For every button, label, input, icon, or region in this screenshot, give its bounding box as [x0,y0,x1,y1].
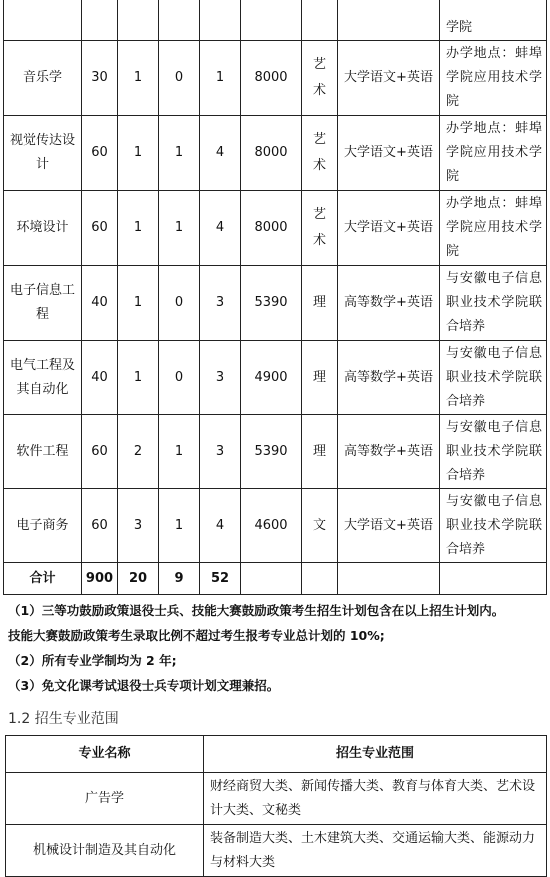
table-cell [241,0,302,41]
count-cell: 1 [118,41,159,116]
subject-char: 艺 [312,207,326,222]
enrollment-plan-table [3,0,547,595]
count-cell: 1 [200,41,241,116]
table-row [4,41,547,116]
count-cell: 3 [200,266,241,341]
subject-char: 艺 [312,132,326,147]
plan-cell: 40 [82,341,118,415]
subject-cell [302,116,338,191]
subject-cell [302,266,338,341]
note-line: 技能大赛鼓励政策考生录取比例不超过考生报考专业总计划的 10%; [8,628,385,643]
subject-char: 理 [312,295,326,310]
scope-cell: 装备制造大类、土木建筑大类、交通运输大类、能源动力与材料大类 [204,825,547,877]
major-cell: 音乐学 [4,41,82,116]
notes-block [8,598,546,698]
note-line: （3）免文化课考试退役士兵专项计划文理兼招。 [8,678,280,693]
subject-cell [302,191,338,266]
count-cell: 3 [118,489,159,563]
subject-char: 理 [312,369,326,385]
subject-cell [302,41,338,116]
count-cell: 3 [200,341,241,415]
exam-cell: 大学语文+英语 [338,191,440,266]
fee-cell: 4600 [241,489,302,563]
major-cell: 环境设计 [4,191,82,266]
plan-cell: 40 [82,266,118,341]
total-cell: 52 [200,563,241,595]
note-cell: 与安徽电子信息职业技术学院联合培养 [440,415,547,489]
note-cell: 与安徽电子信息职业技术学院联合培养 [440,266,547,341]
subject-cell [302,489,338,563]
table-cell [200,0,241,41]
total-cell: 900 [82,563,118,595]
count-cell: 4 [200,191,241,266]
count-cell: 1 [159,116,200,191]
count-cell: 1 [159,415,200,489]
table-row [4,489,547,563]
total-row [4,563,547,595]
fee-cell: 8000 [241,116,302,191]
exam-cell: 大学语文+英语 [338,489,440,563]
table-cell [4,0,82,41]
count-cell: 1 [118,341,159,415]
fee-cell: 4900 [241,341,302,415]
note-cell: 办学地点：蚌埠学院应用技术学院 [440,191,547,266]
exam-cell: 高等数学+英语 [338,415,440,489]
major-cell: 电子商务 [4,489,82,563]
subject-char: 艺 [312,57,326,72]
table-row [4,341,547,415]
count-cell: 0 [159,266,200,341]
table-cell [241,563,302,595]
total-cell: 9 [159,563,200,595]
major-cell: 视觉传达设计 [4,116,82,191]
exam-cell: 大学语文+英语 [338,116,440,191]
section-title: 1.2 招生专业范围 [8,711,119,727]
table-cell [338,563,440,595]
table-cell [302,0,338,41]
fee-cell: 8000 [241,191,302,266]
plan-cell: 60 [82,489,118,563]
subject-cell [302,341,338,415]
plan-cell: 60 [82,191,118,266]
fee-cell: 5390 [241,266,302,341]
count-cell: 0 [159,41,200,116]
count-cell: 1 [118,191,159,266]
subject-char: 术 [312,83,326,98]
note-cell: 学院 [440,0,547,41]
exam-cell: 高等数学+英语 [338,266,440,341]
subject-cell [302,415,338,489]
subject-char: 术 [312,233,326,248]
major-cell: 机械设计制造及其自动化 [6,825,204,877]
fee-cell: 8000 [241,41,302,116]
fee-cell: 5390 [241,415,302,489]
table-cell [302,563,338,595]
note-cell: 与安徽电子信息职业技术学院联合培养 [440,341,547,415]
count-cell: 2 [118,415,159,489]
note-cell: 办学地点：蚌埠学院应用技术学院 [440,41,547,116]
major-cell: 软件工程 [4,415,82,489]
exam-cell: 大学语文+英语 [338,41,440,116]
table-row [4,116,547,191]
column-header-major: 专业名称 [6,736,204,773]
note-line: （1）三等功鼓励政策退役士兵、技能大赛鼓励政策考生招生计划包含在以上招生计划内。 [8,603,505,618]
count-cell: 4 [200,116,241,191]
major-cell: 广告学 [6,773,204,825]
table-row [4,266,547,341]
count-cell: 1 [159,489,200,563]
total-cell: 20 [118,563,159,595]
table-cell [159,0,200,41]
count-cell: 3 [200,415,241,489]
subject-char: 术 [312,158,326,173]
scope-cell: 财经商贸大类、新闻传播大类、教育与体育大类、艺术设计大类、文秘类 [204,773,547,825]
note-line: （2）所有专业学制均为 2 年; [8,653,177,668]
table-cell [440,563,547,595]
column-header-scope: 招生专业范围 [204,736,547,773]
count-cell: 1 [118,266,159,341]
major-scope-table [5,735,547,877]
table-row [4,415,547,489]
count-cell: 0 [159,341,200,415]
total-cell: 合计 [4,563,82,595]
count-cell: 1 [118,116,159,191]
note-cell: 办学地点：蚌埠学院应用技术学院 [440,116,547,191]
count-cell: 4 [200,489,241,563]
plan-cell: 60 [82,415,118,489]
major-cell: 电气工程及其自动化 [4,341,82,415]
count-cell: 1 [159,191,200,266]
table-cell [338,0,440,41]
exam-cell: 高等数学+英语 [338,341,440,415]
note-cell: 与安徽电子信息职业技术学院联合培养 [440,489,547,563]
table-cell [118,0,159,41]
plan-cell: 60 [82,116,118,191]
table-row [4,191,547,266]
plan-cell: 30 [82,41,118,116]
table-cell [82,0,118,41]
subject-char: 理 [312,443,326,459]
major-cell: 电子信息工程 [4,266,82,341]
subject-char: 文 [312,517,326,533]
